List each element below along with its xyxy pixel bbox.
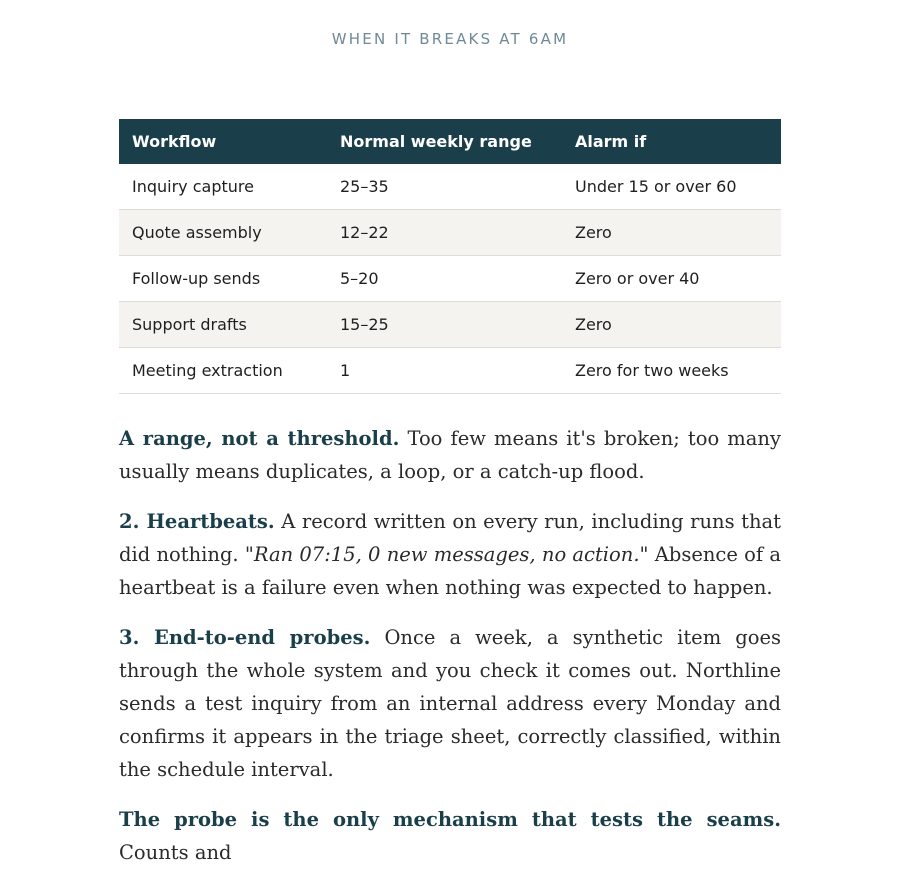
- paragraph-text: Counts and: [119, 841, 232, 864]
- cell-alarm-if: Zero or over 40: [562, 256, 781, 302]
- cell-workflow: Inquiry capture: [119, 164, 327, 210]
- table-row: [119, 210, 781, 256]
- column-header-alarm-if: Alarm if: [562, 119, 781, 164]
- paragraph-range: [119, 422, 781, 488]
- paragraph-lead: 2. Heartbeats.: [119, 510, 275, 533]
- cell-workflow: Quote assembly: [119, 210, 327, 256]
- table-header-row: [119, 119, 781, 164]
- article-body: [119, 422, 781, 886]
- cell-workflow: Follow-up sends: [119, 256, 327, 302]
- paragraph-heartbeats: [119, 505, 781, 604]
- alarm-range-table: [119, 119, 781, 394]
- heartbeat-example-quote: "Ran 07:15, 0 new messages, no action.": [244, 543, 649, 566]
- cell-workflow: Meeting extraction: [119, 348, 327, 394]
- paragraph-text: A record written on every run, including runs that did nothing.: [119, 510, 782, 566]
- paragraph-text: Absence of a heartbeat is a failure even when nothing was expected to happen.: [119, 543, 781, 599]
- cell-alarm-if: Zero for two weeks: [562, 348, 781, 394]
- column-header-workflow: Workflow: [119, 119, 327, 164]
- cell-normal-range: 12–22: [327, 210, 562, 256]
- table-row: [119, 348, 781, 394]
- cell-normal-range: 5–20: [327, 256, 562, 302]
- table-row: [119, 164, 781, 210]
- cell-normal-range: 25–35: [327, 164, 562, 210]
- table-row: [119, 302, 781, 348]
- cell-alarm-if: Zero: [562, 302, 781, 348]
- cell-alarm-if: Zero: [562, 210, 781, 256]
- paragraph-lead: 3. End-to-end probes.: [119, 626, 371, 649]
- paragraph-text: Too few means it's broken; too many usually means duplicates, a loop, or a catch-up flood.: [119, 427, 781, 483]
- cell-workflow: Support drafts: [119, 302, 327, 348]
- paragraph-text: Once a week, a synthetic item goes through the whole system and you check it comes out. Northline sends a test inquiry from an internal address every Monday and confirms it appears in the triage sheet, correctly classified, within the schedule interval.: [119, 626, 781, 781]
- paragraph-seams: [119, 803, 781, 869]
- section-kicker: WHEN IT BREAKS AT 6AM: [331, 30, 569, 48]
- paragraph-probes: [119, 621, 781, 786]
- column-header-normal-range: Normal weekly range: [327, 119, 562, 164]
- cell-alarm-if: Under 15 or over 60: [562, 164, 781, 210]
- cell-normal-range: 15–25: [327, 302, 562, 348]
- table-row: [119, 256, 781, 302]
- paragraph-lead: The probe is the only mechanism that tests the seams.: [119, 808, 781, 831]
- cell-normal-range: 1: [327, 348, 562, 394]
- paragraph-lead: A range, not a threshold.: [119, 427, 400, 450]
